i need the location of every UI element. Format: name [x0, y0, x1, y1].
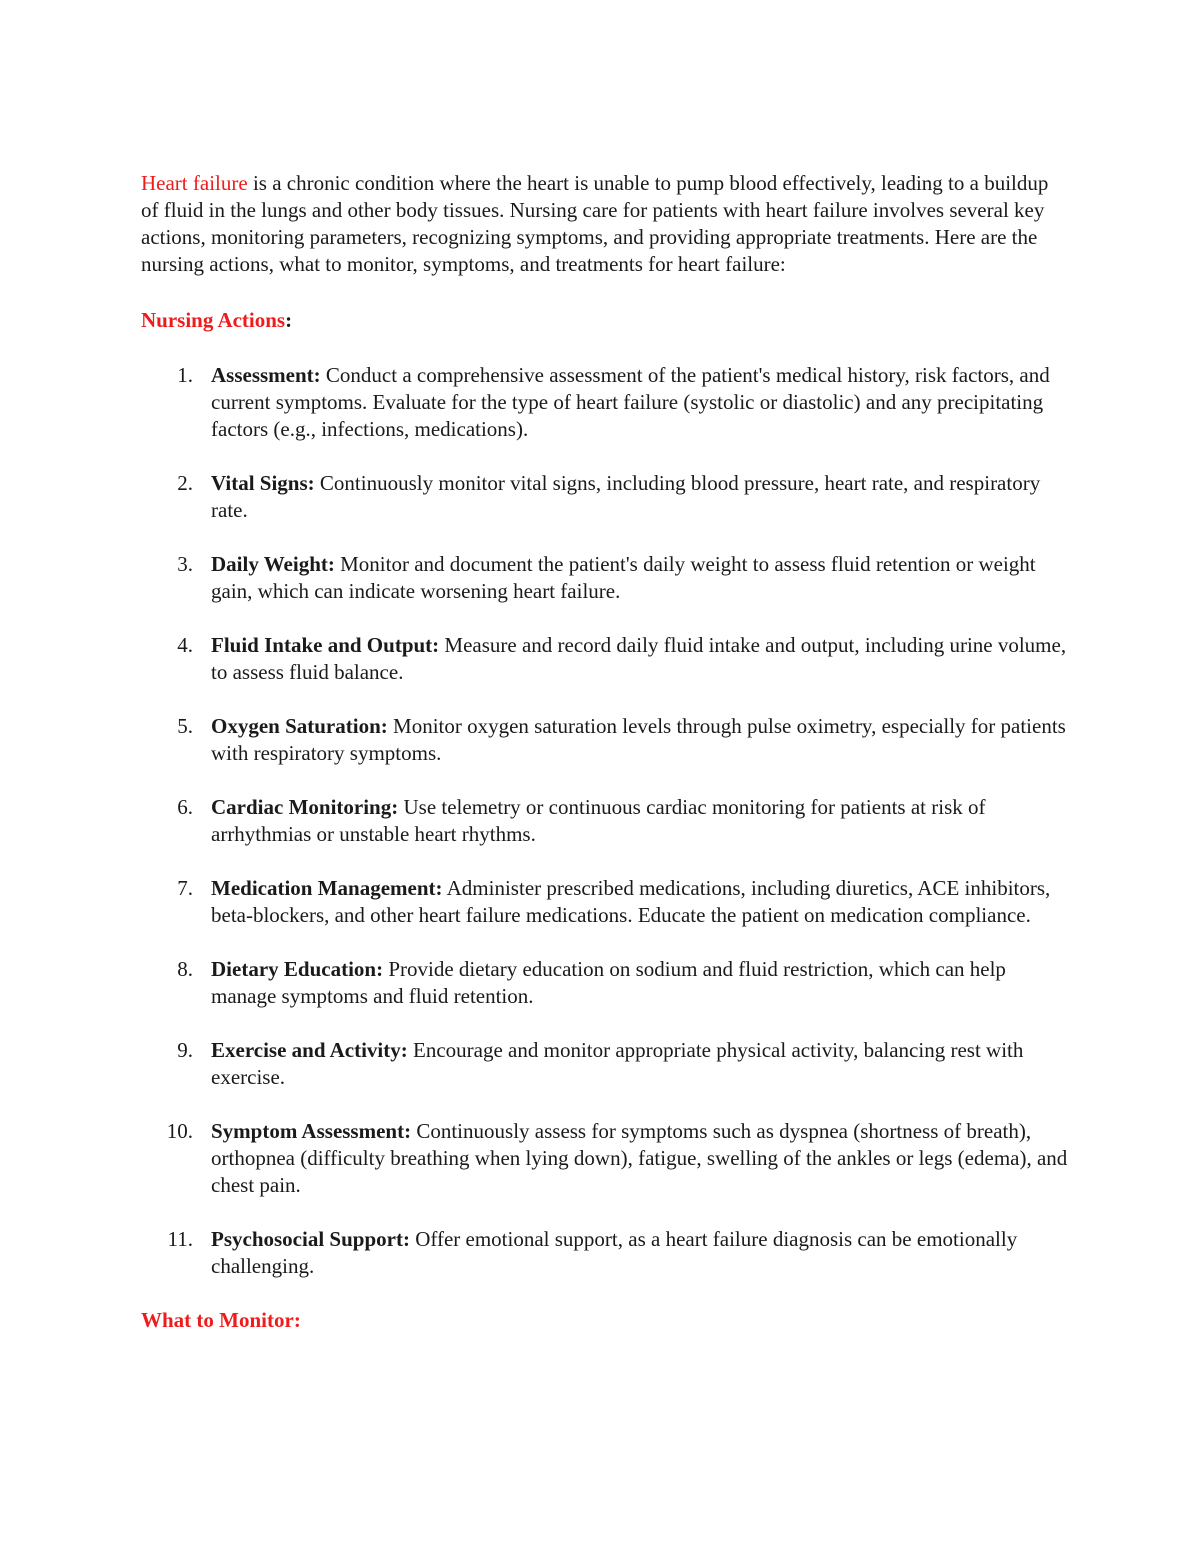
list-item-number: 9.: [177, 1038, 193, 1062]
list-item-term: Dietary Education:: [211, 957, 384, 981]
list-item-text: Continuously assess for symptoms such as dyspnea (shortness of breath), orthopnea (difficulty breathing when lying down), fatigue, swelling of the ankles or legs (edema), and chest pain.: [211, 1119, 1068, 1197]
list-item-text: Monitor and document the patient's daily weight to assess fluid retention or weight gain, which can indicate worsening heart failure.: [211, 552, 1036, 603]
list-item-term: Oxygen Saturation:: [211, 714, 388, 738]
list-item-text: Provide dietary education on sodium and fluid restriction, which can help manage symptoms and fluid retention.: [211, 957, 1006, 1008]
intro-highlight: Heart failure: [141, 171, 248, 195]
list-item-term: Symptom Assessment:: [211, 1119, 412, 1143]
list-item-term: Psychosocial Support:: [211, 1227, 410, 1251]
list-item-number: 10.: [166, 1119, 193, 1143]
list-item-number: 4.: [177, 633, 193, 657]
list-item: [141, 794, 1071, 848]
list-item-number: 7.: [177, 876, 193, 900]
what-to-monitor-heading-text: What to Monitor: [141, 1308, 294, 1332]
intro-text: is a chronic condition where the heart is unable to pump blood effectively, leading to a buildup of fluid in the lungs and other body tissues. Nursing care for patients with heart failure involves several key actions, monitoring parameters, recognizing symptoms, and providing appropriate treatments. Here are the nursing actions, what to monitor, symptoms, and treatments for heart failure:: [141, 171, 1049, 276]
list-item: [141, 1037, 1071, 1091]
list-item-term: Exercise and Activity:: [211, 1038, 408, 1062]
list-item-term: Vital Signs:: [211, 471, 315, 495]
list-item-number: 2.: [177, 471, 193, 495]
list-item-number: 8.: [177, 957, 193, 981]
list-item-text: Continuously monitor vital signs, including blood pressure, heart rate, and respiratory rate.: [211, 471, 1041, 522]
document-body: [141, 170, 1071, 1334]
nursing-actions-list: [141, 362, 1071, 1280]
list-item-text: Use telemetry or continuous cardiac monitoring for patients at risk of arrhythmias or unstable heart rhythms.: [211, 795, 986, 846]
intro-paragraph: [141, 170, 1071, 278]
list-item-number: 5.: [177, 714, 193, 738]
nursing-actions-heading-text: Nursing Actions: [141, 308, 286, 332]
list-item: [141, 1226, 1071, 1280]
list-item: [141, 470, 1071, 524]
list-item-number: 1.: [177, 363, 193, 387]
list-item-text: Conduct a comprehensive assessment of the patient's medical history, risk factors, and current symptoms. Evaluate for the type of heart failure (systolic or diastolic) and any precipitating factors (e.g., infections, medications).: [211, 363, 1050, 441]
list-item-text: Measure and record daily fluid intake and output, including urine volume, to assess fluid balance.: [211, 633, 1067, 684]
nursing-actions-heading-colon: :: [285, 308, 293, 332]
what-to-monitor-heading-colon: :: [293, 1308, 301, 1332]
list-item: [141, 713, 1071, 767]
list-item-term: Daily Weight:: [211, 552, 335, 576]
list-item-number: 6.: [177, 795, 193, 819]
nursing-actions-heading: [141, 307, 1071, 334]
list-item-number: 3.: [177, 552, 193, 576]
list-item: [141, 362, 1071, 443]
list-item-text: Monitor oxygen saturation levels through pulse oximetry, especially for patients with respiratory symptoms.: [211, 714, 1066, 765]
list-item-text: Administer prescribed medications, including diuretics, ACE inhibitors, beta-blockers, and other heart failure medications. Educate the patient on medication compliance.: [211, 876, 1051, 927]
list-item-term: Cardiac Monitoring:: [211, 795, 399, 819]
list-item-term: Medication Management:: [211, 876, 443, 900]
list-item: [141, 632, 1071, 686]
list-item: [141, 551, 1071, 605]
what-to-monitor-heading: [141, 1307, 1071, 1334]
list-item-number: 11.: [167, 1227, 193, 1251]
list-item-term: Assessment:: [211, 363, 321, 387]
list-item-text: Encourage and monitor appropriate physical activity, balancing rest with exercise.: [211, 1038, 1024, 1089]
list-item: [141, 956, 1071, 1010]
list-item-text: Offer emotional support, as a heart failure diagnosis can be emotionally challenging.: [211, 1227, 1018, 1278]
list-item-term: Fluid Intake and Output:: [211, 633, 440, 657]
list-item: [141, 1118, 1071, 1199]
list-item: [141, 875, 1071, 929]
